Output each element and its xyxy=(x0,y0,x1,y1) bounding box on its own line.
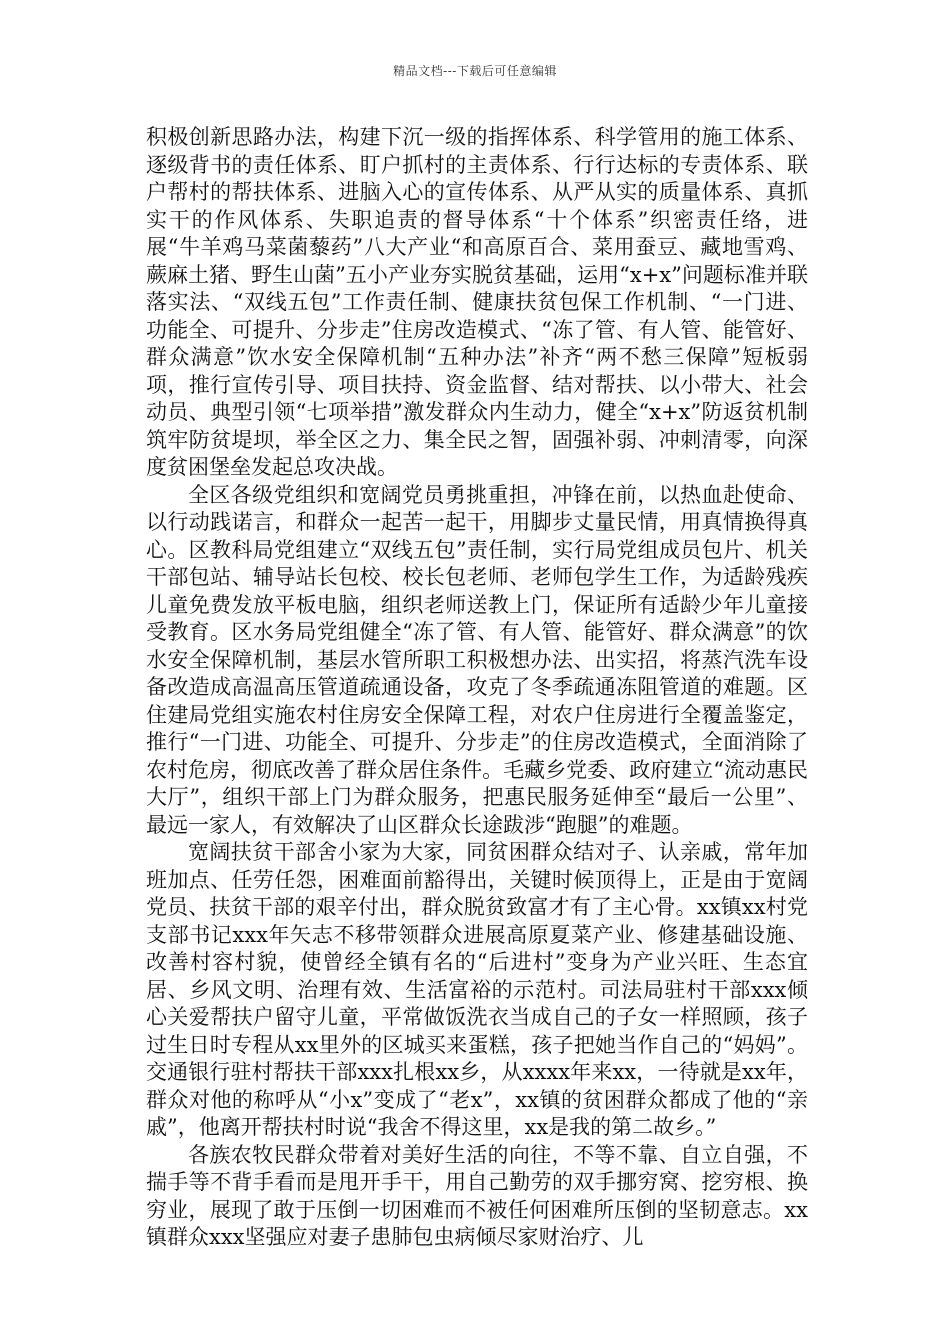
paragraph-4: 各族农牧民群众带着对美好生活的向往，不等不靠、自立自强，不揣手等不背手看而是甩开手干，用自己勤劳的双手挪穷窝、挖穷根、换穷业，展现了敢于压倒一切困难而不被任何困难所压倒的坚韧意志。xx镇群众xxx坚强应对妻子患肺包虫病倾尽家财治疗、儿 xyxy=(146,1142,808,1249)
paragraph-2: 全区各级党组织和宽阔党员勇挑重担，冲锋在前，以热血赴使命、以行动践诺言，和群众一起苦一起干，用脚步丈量民情，用真情换得真心。区教科局党组建立“双线五包”责任制，实行局党组成员包片、机关干部包站、辅导站长包校、校长包老师、老师包学生工作，为适龄残疾儿童免费发放平板电脑，组织老师送教上门，保证所有适龄少年儿童接受教育。区水务局党组健全“冻了管、有人管、能管好、群众满意”的饮水安全保障机制，基层水管所职工积极想办法、出实招，将蒸汽洗车设备改造成高温高压管道疏通设备，攻克了冬季疏通冻阻管道的难题。区住建局党组实施农村住房安全保障工程，对农户住房进行全覆盖鉴定，推行“一门进、功能全、可提升、分步走”的住房改造模式，全面消除了农村危房，彻底改善了群众居住条件。毛藏乡党委、政府建立“流动惠民大厅”，组织干部上门为群众服务，把惠民服务延伸至“最后一公里”、最远一家人，有效解决了山区群众长途跋涉“跑腿”的难题。 xyxy=(146,482,808,837)
paragraph-3: 宽阔扶贫干部舍小家为大家，同贫困群众结对子、认亲戚，常年加班加点、任劳任怨，困难面前豁得出，关键时候顶得上，正是由于宽阔党员、扶贫干部的艰辛付出，群众脱贫致富才有了主心骨。xx镇xx村党支部书记xxx年矢志不移带领群众进展高原夏菜产业、修建基础设施、改善村容村貌，使曾经全镇有名的“后进村”变身为产业兴旺、生态宜居、乡风文明、治理有效、生活富裕的示范村。司法局驻村干部xxx倾心关爱帮扶户留守儿童，平常做饭洗衣当成自己的子女一样照顾，孩子过生日时专程从xx里外的区城买来蛋糕，孩子把她当作自己的“妈妈”。交通银行驻村帮扶干部xxx扎根xx乡，从xxxx年来xx，一待就是xx年，群众对他的称呼从“小x”变成了“老x”，xx镇的贫困群众都成了他的“亲戚”，他离开帮扶村时说“我舍不得这里，xx是我的第二故乡。” xyxy=(146,840,808,1139)
document-body xyxy=(146,124,808,1252)
paragraph-1: 积极创新思路办法，构建下沉一级的指挥体系、科学管用的施工体系、逐级背书的责任体系、盯户抓村的主责体系、行行达标的专责体系、联户帮村的帮扶体系、进脑入心的宣传体系、从严从实的质量体系、真抓实干的作风体系、失职追责的督导体系“十个体系”织密责任络，进展“牛羊鸡马菜菌藜药”八大产业“和高原百合、菜用蚕豆、藏地雪鸡、蕨麻土猪、野生山菌”五小产业夯实脱贫基础，运用“x+x”问题标准并联落实法、“双线五包”工作责任制、健康扶贫包保工作机制、“一门进、功能全、可提升、分步走”住房改造模式、“冻了管、有人管、能管好、群众满意”饮水安全保障机制“五种办法”补齐“两不愁三保障”短板弱项，推行宣传引导、项目扶持、资金监督、结对帮扶、以小带大、社会动员、典型引领“七项举措”激发群众内生动力，健全“x+x”防返贫机制筑牢防贫堤坝，举全区之力、集全民之智，固强补弱、冲刺清零，向深度贫困堡垒发起总攻决战。 xyxy=(146,125,808,479)
page-header: 精品文档---下载后可任意编辑 xyxy=(393,64,557,78)
